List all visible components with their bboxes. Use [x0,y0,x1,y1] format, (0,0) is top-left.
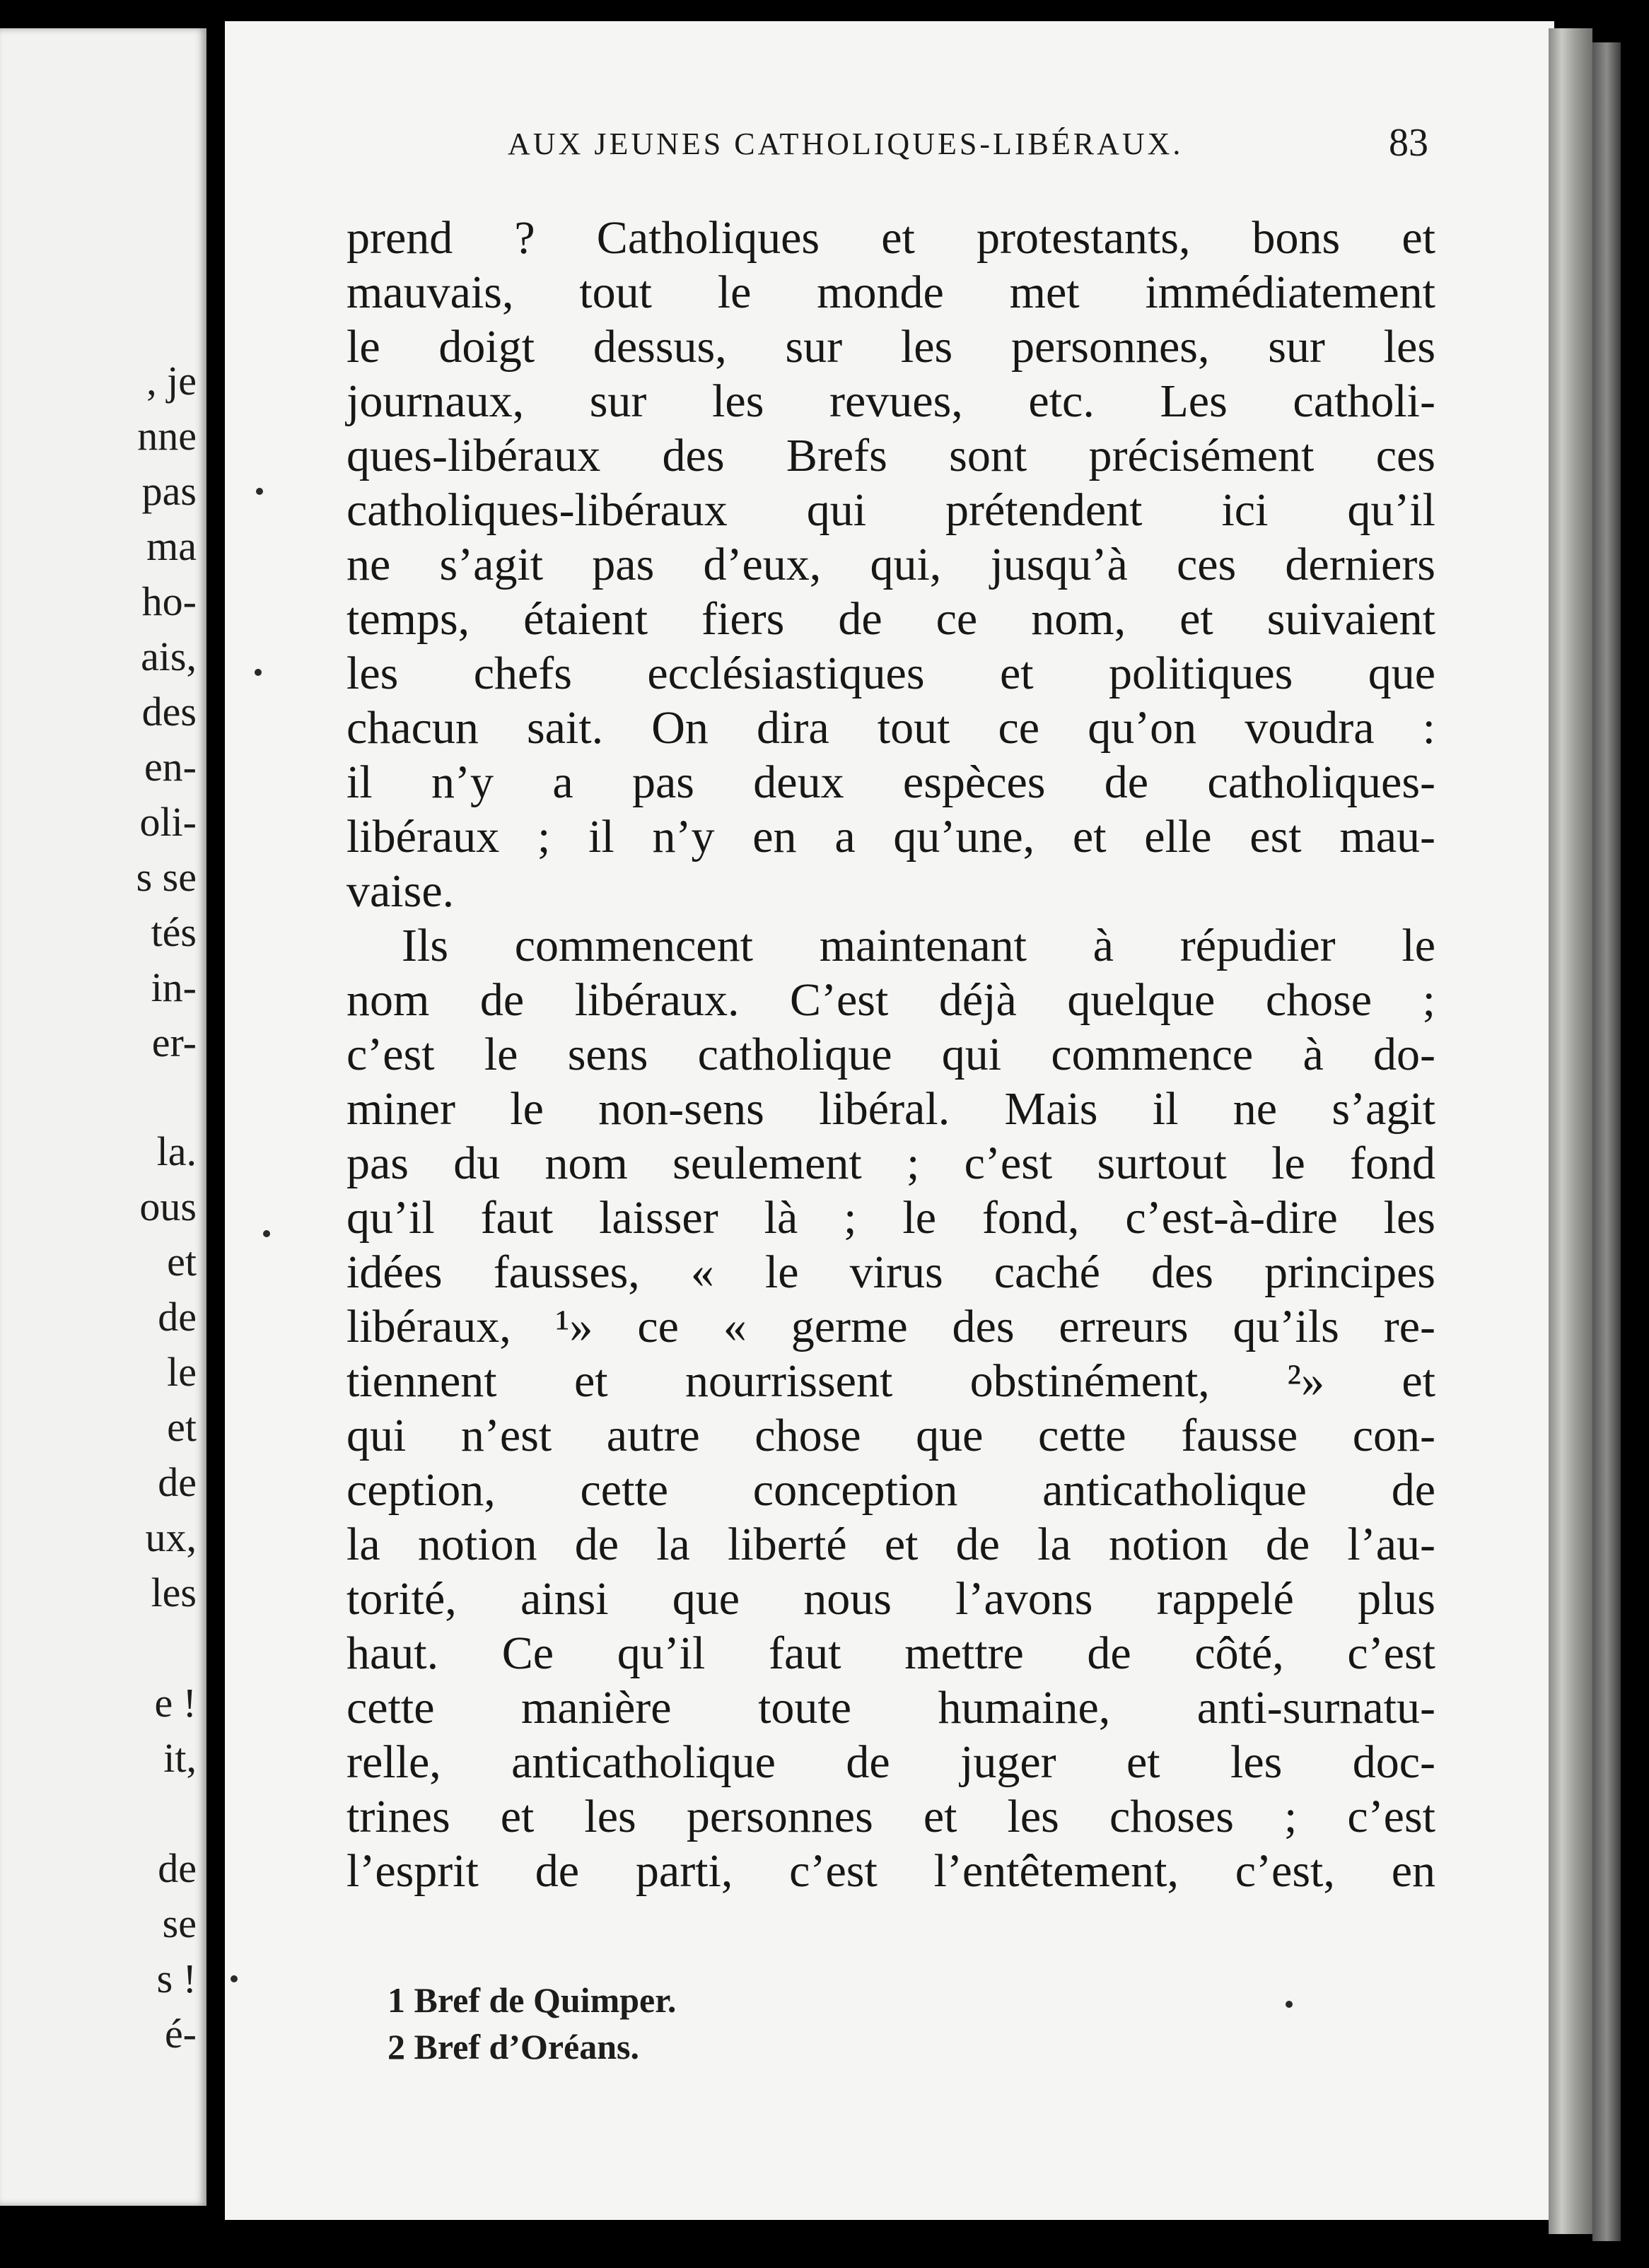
left-page-line: e ! [154,1680,197,1726]
text-line: mauvais, tout le monde met immédiatement [346,267,1435,318]
left-page-line: de [158,1845,197,1891]
left-page-line: ous [139,1183,197,1229]
text-line: ques-libéraux des Brefs sont précisément ces [346,430,1435,481]
text-line: miner le non-sens libéral. Mais il ne s’agit [346,1083,1435,1135]
left-page-line: s se [136,854,197,900]
left-page-line: de [158,1459,197,1505]
left-page-line: oli- [139,799,197,845]
left-page-line: é- [164,2011,197,2057]
text-line: haut. Ce qu’il faut mettre de côté, c’est [346,1627,1435,1679]
scan-speck [231,1975,238,1982]
footnote: 2 Bref d’Oréans. [388,2027,639,2067]
text-line: torité, ainsi que nous l’avons rappelé plus [346,1573,1435,1625]
left-page-line: la. [156,1128,197,1174]
left-page-line: s ! [156,1956,197,2001]
left-page-line: ho- [141,578,197,624]
text-line: les chefs ecclésiastiques et politiques que [346,648,1435,699]
page-number: 83 [1389,121,1428,165]
page-edge [1549,28,1592,2234]
left-page [0,28,206,2206]
left-page-line: er- [151,1019,197,1065]
running-head [283,120,1428,170]
book-binding [1592,42,1621,2241]
scan-speck [256,488,263,495]
running-title: AUX JEUNES CATHOLIQUES-LIBÉRAUX. [508,127,1184,161]
body-text [346,211,1435,1898]
text-line: qu’il faut laisser là ; le fond, c’est-à-dire les [346,1192,1435,1244]
scan-speck [255,669,262,676]
text-line: il n’y a pas deux espèces de catholiques- [346,756,1435,808]
left-page-line: in- [151,964,197,1010]
left-page-line: nne [137,413,197,459]
text-line: temps, étaient fiers de ce nom, et suivaient [346,593,1435,645]
text-line: qui n’est autre chose que cette fausse con- [346,1410,1435,1461]
left-page-line: les [151,1570,197,1615]
text-line: prend ? Catholiques et protestants, bons et [346,212,1435,264]
text-line: journaux, sur les revues, etc. Les catholi- [346,375,1435,427]
text-line: cette manière toute humaine, anti-surnatu- [346,1682,1435,1734]
left-page-line: de [158,1294,197,1340]
left-page-line: ux, [145,1514,197,1560]
scan-speck [263,1230,270,1237]
text-line: vaise. [346,865,455,917]
text-line: idées fausses, « le virus caché des principes [346,1246,1435,1298]
text-line: l’esprit de parti, c’est l’entêtement, c’est, en [346,1845,1435,1897]
text-line: tiennent et nourrissent obstinément, ²» et [346,1355,1435,1407]
text-line: Ils commencent maintenant à répudier le [402,920,1435,971]
scan-speck [1286,2001,1293,2008]
text-line: le doigt dessus, sur les personnes, sur les [346,321,1435,373]
text-line: pas du nom seulement ; c’est surtout le fond [346,1138,1435,1189]
text-line: nom de libéraux. C’est déjà quelque chose ; [346,974,1435,1026]
left-page-line: en- [144,744,197,790]
text-line: ception, cette conception anticatholique de [346,1464,1435,1516]
text-line: relle, anticatholique de juger et les doc- [346,1736,1435,1788]
text-line: trines et les personnes et les choses ; c’est [346,1791,1435,1842]
text-line: libéraux ; il n’y en a qu’une, et elle est mau- [346,811,1435,863]
left-page-line: et [167,1239,197,1285]
footnotes [388,1977,953,2070]
left-page-line: se [162,1900,197,1946]
left-page-line: et [167,1404,197,1450]
left-page-line: ais, [141,633,197,679]
text-line: chacun sait. On dira tout ce qu’on voudra : [346,702,1435,754]
text-line: libéraux, ¹» ce « germe des erreurs qu’ils re- [346,1301,1435,1352]
left-page-line: des [141,689,197,735]
text-line: catholiques-libéraux qui prétendent ici qu’il [346,484,1435,536]
footnote: 1 Bref de Quimper. [388,1980,677,2020]
text-line: c’est le sens catholique qui commence à do- [346,1029,1435,1080]
text-line: la notion de la liberté et de la notion de l’au- [346,1519,1435,1570]
left-page-line: tés [151,909,197,955]
text-line: ne s’agit pas d’eux, qui, jusqu’à ces derniers [346,539,1435,590]
left-page-line: ma [146,523,197,569]
left-page-line: pas [141,468,197,514]
left-page-line: it, [163,1735,197,1781]
left-page-line: , je [146,358,197,404]
left-page-line: le [167,1349,197,1395]
